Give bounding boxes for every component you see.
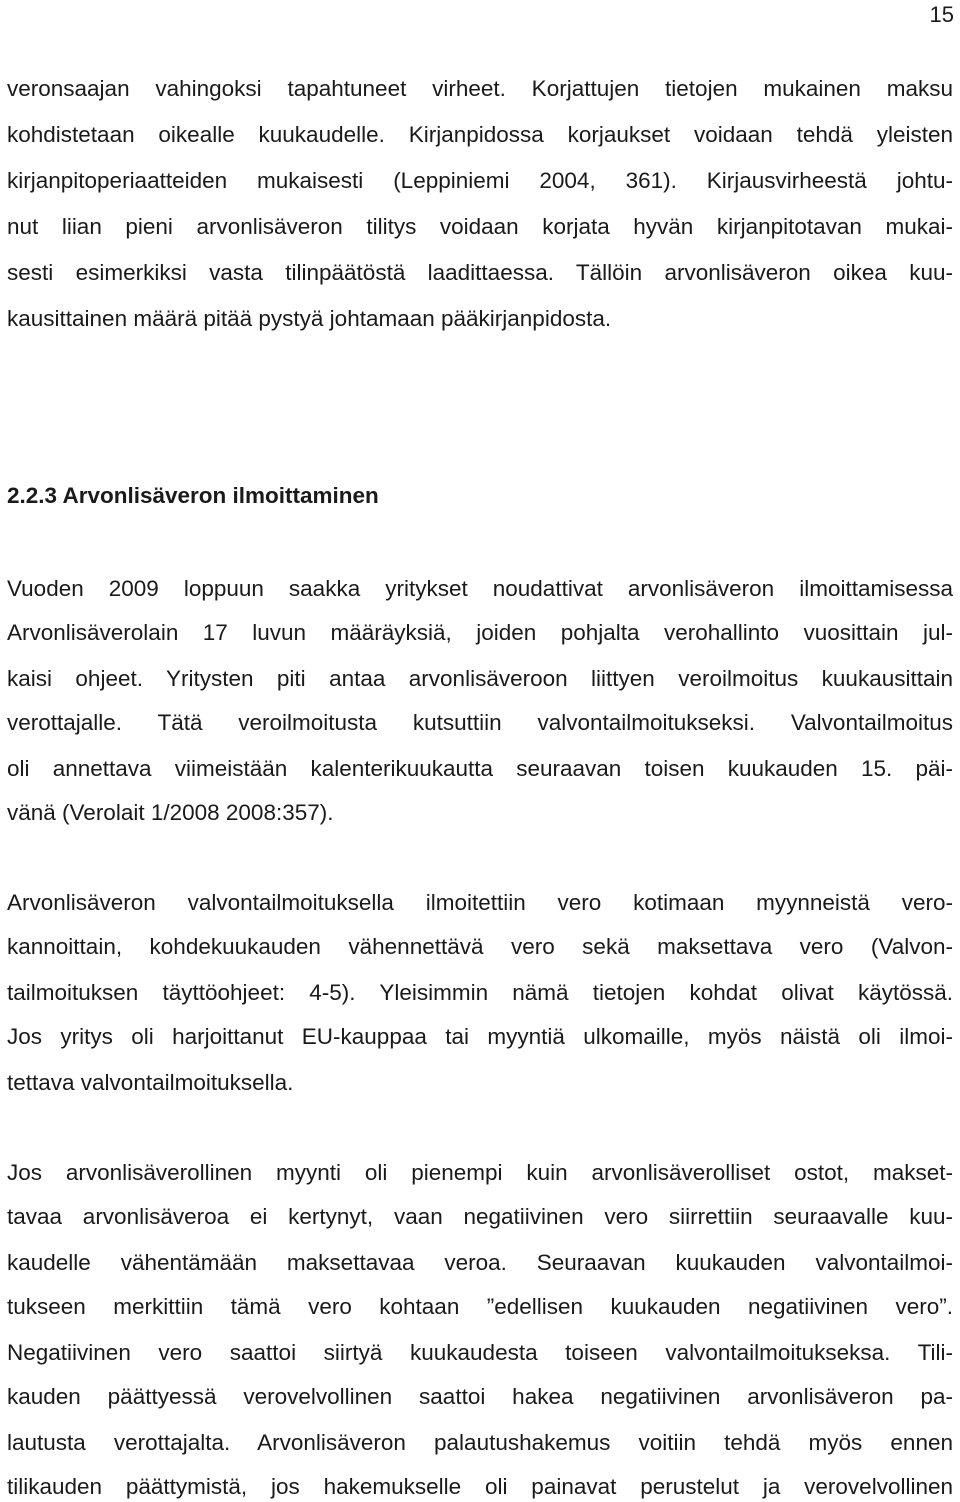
paragraph-2-line: kaisi ohjeet. Yritysten piti antaa arvonlisäveroon liittyen veroilmoitus kuukausittain [7, 666, 953, 691]
paragraph-2-line: Vuoden 2009 loppuun saakka yritykset noudattivat arvonlisäveron ilmoittamisessa [7, 576, 953, 601]
paragraph-2-line: oli annettava viimeistään kalenterikuukautta seuraavan toisen kuukauden 15. päi- [7, 756, 953, 781]
paragraph-4-line: tilikauden päättymistä, jos hakemukselle oli painavat perustelut ja verovelvollinen [7, 1474, 953, 1499]
paragraph-4-line: Negatiivinen vero saattoi siirtyä kuukaudesta toiseen valvontailmoitukseksa. Tili- [7, 1340, 953, 1365]
paragraph-3-line: Jos yritys oli harjoittanut EU-kauppaa tai myyntiä ulkomaille, myös näistä oli ilmoi- [7, 1024, 953, 1049]
page-number: 15 [929, 2, 954, 27]
paragraph-1-line: nut liian pieni arvonlisäveron tilitys voidaan korjata hyvän kirjanpitotavan mukai- [7, 214, 953, 239]
paragraph-2-line: Arvonlisäverolain 17 luvun määräyksiä, joiden pohjalta verohallinto vuosittain jul- [7, 620, 953, 645]
paragraph-3-line: kannoittain, kohdekuukauden vähennettävä vero sekä maksettava vero (Valvon- [7, 934, 953, 959]
paragraph-1-line: kohdistetaan oikealle kuukaudelle. Kirjanpidossa korjaukset voidaan tehdä yleisten [7, 122, 953, 147]
paragraph-4-line: kaudelle vähentämään maksettavaa veroa. Seuraavan kuukauden valvontailmoi- [7, 1250, 953, 1275]
paragraph-1-line: kirjanpitoperiaatteiden mukaisesti (Leppiniemi 2004, 361). Kirjausvirheestä johtu- [7, 168, 953, 193]
paragraph-4-line: Jos arvonlisäverollinen myynti oli pienempi kuin arvonlisäverolliset ostot, makset- [7, 1160, 953, 1185]
paragraph-2-line: verottajalle. Tätä veroilmoitusta kutsuttiin valvontailmoitukseksi. Valvontailmoitus [7, 710, 953, 735]
paragraph-4-line: tavaa arvonlisäveroa ei kertynyt, vaan negatiivinen vero siirrettiin seuraavalle kuu- [7, 1204, 953, 1229]
paragraph-4-line: lautusta verottajalta. Arvonlisäveron palautushakemus voitiin tehdä myös ennen [7, 1430, 953, 1455]
paragraph-2-line: vänä (Verolait 1/2008 2008:357). [7, 800, 334, 825]
paragraph-3-line: tettava valvontailmoituksella. [7, 1070, 294, 1095]
paragraph-1-line: veronsaajan vahingoksi tapahtuneet virheet. Korjattujen tietojen mukainen maksu [7, 76, 953, 101]
paragraph-4-line: tukseen merkittiin tämä vero kohtaan ”edellisen kuukauden negatiivinen vero”. [7, 1294, 953, 1319]
section-heading: 2.2.3 Arvonlisäveron ilmoittaminen [7, 483, 379, 508]
paragraph-3-line: tailmoituksen täyttöohjeet: 4-5). Yleisimmin nämä tietojen kohdat olivat käytössä. [7, 980, 953, 1005]
paragraph-3-line: Arvonlisäveron valvontailmoituksella ilmoitettiin vero kotimaan myynneistä vero- [7, 890, 953, 915]
paragraph-1-line: sesti esimerkiksi vasta tilinpäätöstä laadittaessa. Tällöin arvonlisäveron oikea kuu- [7, 260, 953, 285]
paragraph-1-line: kausittainen määrä pitää pystyä johtamaan pääkirjanpidosta. [7, 306, 612, 331]
paragraph-4-line: kauden päättyessä verovelvollinen saattoi hakea negatiivinen arvonlisäveron pa- [7, 1384, 953, 1409]
